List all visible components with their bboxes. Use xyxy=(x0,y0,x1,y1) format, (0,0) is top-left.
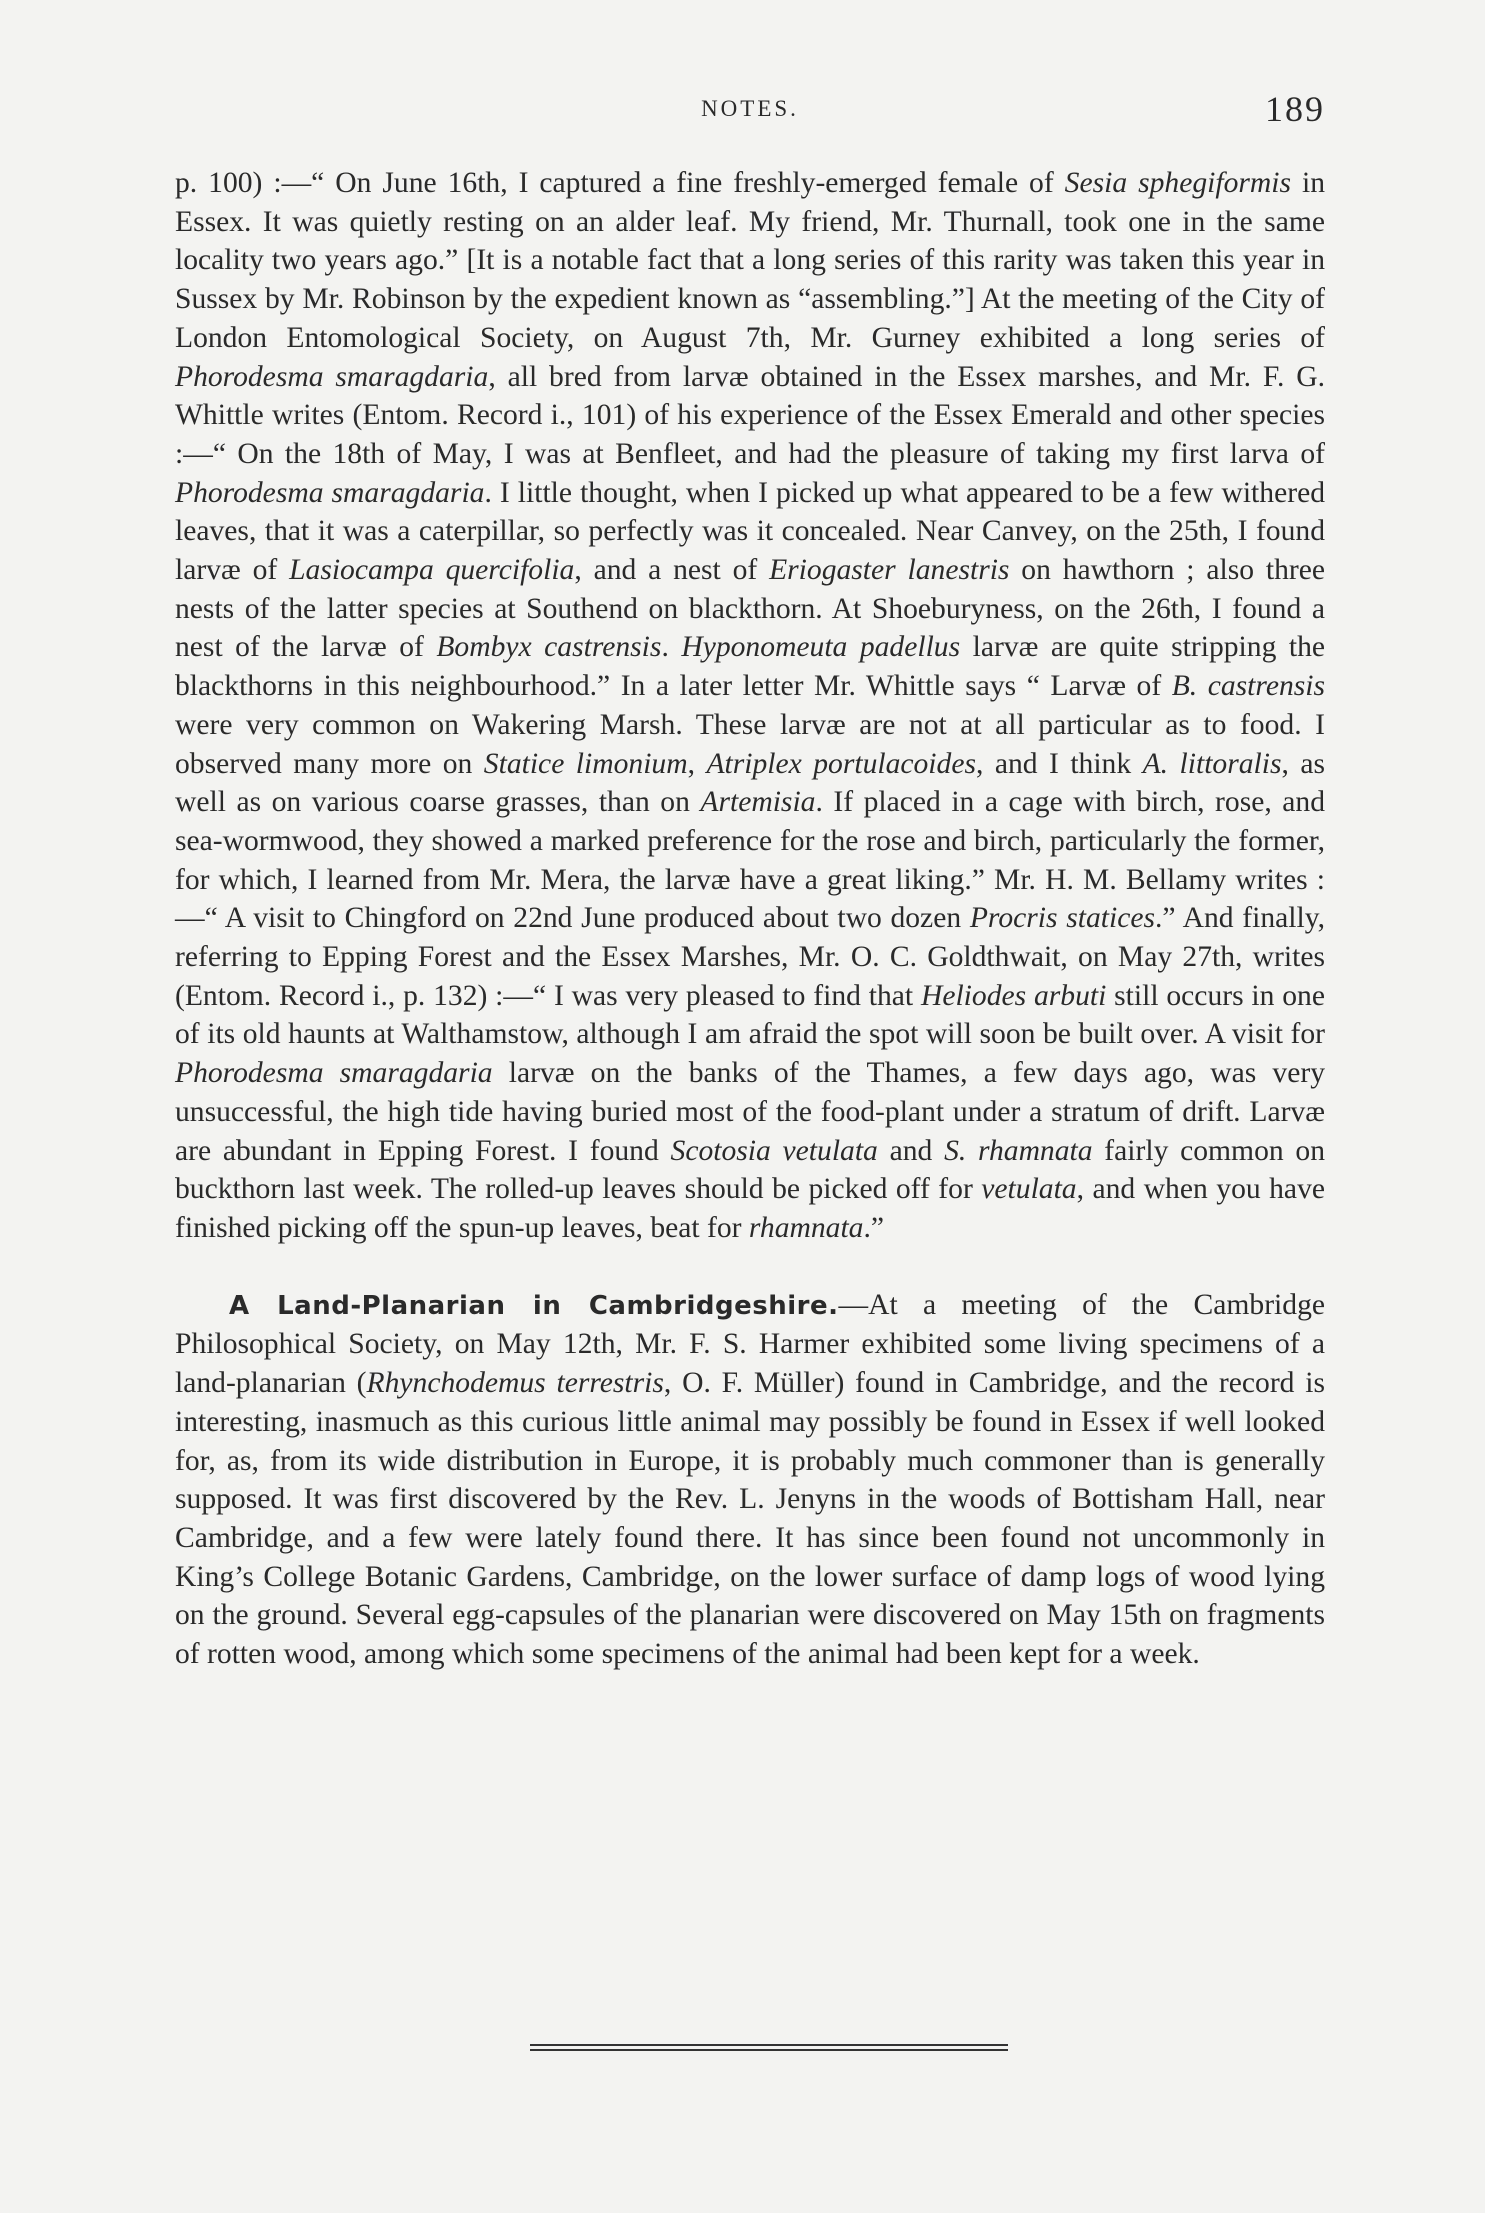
species-name: Heliodes arbuti xyxy=(920,979,1107,1012)
text-run: still occurs in one of its old haunts at Walthamstow, although I am afraid the spot will soon be built over. A visit for xyxy=(175,979,1325,1051)
species-name: Procris statices xyxy=(969,902,1155,935)
species-name: Sesia sphegiformis xyxy=(1064,167,1292,199)
text-run: larvæ on the banks of the Thames, a few days ago, was very unsuccessful, the high tide having buried most of the food-plant under a stratum of drift. Larvæ are abundant in Epping Forest. I found xyxy=(175,1057,1326,1167)
species-name: Phorodesma smaragdaria xyxy=(175,476,485,509)
text-run: . If placed in a cage with birch, rose, and sea-wormwood, they showed a marked preference for the rose and birch, particularly the former, for which, I learned from Mr. Mera, the larvæ have a great liking.” Mr. H. M. Bellamy writes :—“ A visit to Chingford on 22nd June produced about two dozen xyxy=(175,786,1325,935)
text-run: , xyxy=(687,747,707,780)
species-name: Rhynchodemus terrestris xyxy=(366,1367,664,1400)
page-number: 189 xyxy=(1265,89,1325,129)
text-run: fairly common on buckthorn last week. The rolled-up leaves should be picked off for xyxy=(175,1134,1325,1206)
species-name: Phorodesma smaragdaria xyxy=(175,360,489,393)
species-name: Bombyx castrensis xyxy=(436,631,662,664)
text-run: . xyxy=(661,631,682,664)
species-name: Eriogaster lanestris xyxy=(769,554,1010,587)
text-run: larvæ are quite stripping the blackthorns in this neighbourhood.” In a later letter Mr. Whittle says “ Larvæ of xyxy=(175,631,1326,703)
species-name: Scotosia vetulata xyxy=(670,1134,878,1167)
species-name: S. rhamnata xyxy=(944,1134,1093,1167)
paragraph-essex-lepidoptera xyxy=(175,164,1325,1248)
text-run: .” xyxy=(863,1211,885,1244)
text-run: , O. F. Müller) found in Cambridge, and the record is interesting, inasmuch as this curious little animal may possibly be found in Essex if well looked for, as, from its wide distribution in Europe, it is probably much commoner than is generally supposed. It was first discovered by the Rev. L. Jenyns in the woods of Bottisham Hall, near Cambridge, and a few were lately found there. It has since been found not uncommonly in King’s College Botanic Gardens, Cambridge, on the lower surface of damp logs of wood lying on the ground. Several egg-capsules of the planarian were discovered on May 15th on fragments of rotten wood, among which some specimens of the animal had been kept for a week. xyxy=(175,1367,1325,1671)
body-text xyxy=(175,164,1325,1674)
section-heading: A Land-Planarian in Cambridgeshire. xyxy=(229,1290,839,1321)
species-name: A. littoralis xyxy=(1142,747,1282,780)
species-name: Hyponomeuta padellus xyxy=(681,631,961,664)
species-name: Statice limonium xyxy=(483,747,688,780)
text-run: were very common on Wakering Marsh. These larvæ are not at all particular as to food. I observed many more on xyxy=(175,708,1325,780)
end-double-rule xyxy=(530,2044,1008,2051)
paragraph-land-planarian xyxy=(175,1286,1325,1674)
text-run: , and when you have finished picking off the spun-up leaves, beat for xyxy=(175,1173,1325,1244)
text-run: , all bred from larvæ obtained in the Essex marshes, and Mr. F. G. Whittle writes (Entom. Record i., 101) of his experience of the Essex Emerald and other species :—“ On the 18th of May, I was at Benfleet, and had the pleasure of taking my first larva of xyxy=(175,360,1325,470)
text-run: on hawthorn ; also three nests of the latter species at Southend on blackthorn. At Shoeburyness, on the 26th, I found a nest of the larvæ of xyxy=(175,554,1325,664)
species-name: vetulata xyxy=(981,1173,1077,1206)
species-name: Atriplex portulacoides xyxy=(706,747,976,780)
text-run: . I little thought, when I picked up what appeared to be a few withered leaves, that it was a caterpillar, so perfectly was it concealed. Near Canvey, on the 25th, I found larvæ of xyxy=(175,476,1325,587)
text-run: , as well as on various coarse grasses, than on xyxy=(175,747,1326,819)
species-name: Lasiocampa quercifolia xyxy=(289,554,575,587)
text-run: , and a nest of xyxy=(574,554,770,587)
species-name: rhamnata xyxy=(748,1211,864,1244)
species-name: Artemisia xyxy=(700,786,816,819)
species-name: Phorodesma smaragdaria xyxy=(175,1057,493,1090)
text-run: , and I think xyxy=(975,747,1143,780)
text-run: p. 100) :—“ On June 16th, I captured a fine freshly-emerged female of xyxy=(175,167,1065,199)
species-name: B. castrensis xyxy=(1171,670,1326,703)
running-head xyxy=(175,88,1325,138)
text-run: —At a meeting of the Cambridge Philosophical Society, on May 12th, Mr. F. S. Harmer exhibited some living specimens of a land-planarian ( xyxy=(175,1288,1325,1400)
text-run: and xyxy=(877,1134,945,1167)
text-run: .” And finally, referring to Epping Forest and the Essex Marshes, Mr. O. C. Goldthwait, on May 27th, writes (Entom. Record i., p. 132) :—“ I was very pleased to find that xyxy=(175,902,1325,1012)
text-run: in Essex. It was quietly resting on an alder leaf. My friend, Mr. Thurnall, took one in the same locality two years ago.” [It is a notable fact that a long series of this rarity was taken this year in Sussex by Mr. Robinson by the expedient known as “assembling.”] At the meeting of the City of London Entomological Society, on August 7th, Mr. Gurney exhibited a long series of xyxy=(175,167,1325,354)
running-head-title: NOTES. xyxy=(701,96,799,121)
